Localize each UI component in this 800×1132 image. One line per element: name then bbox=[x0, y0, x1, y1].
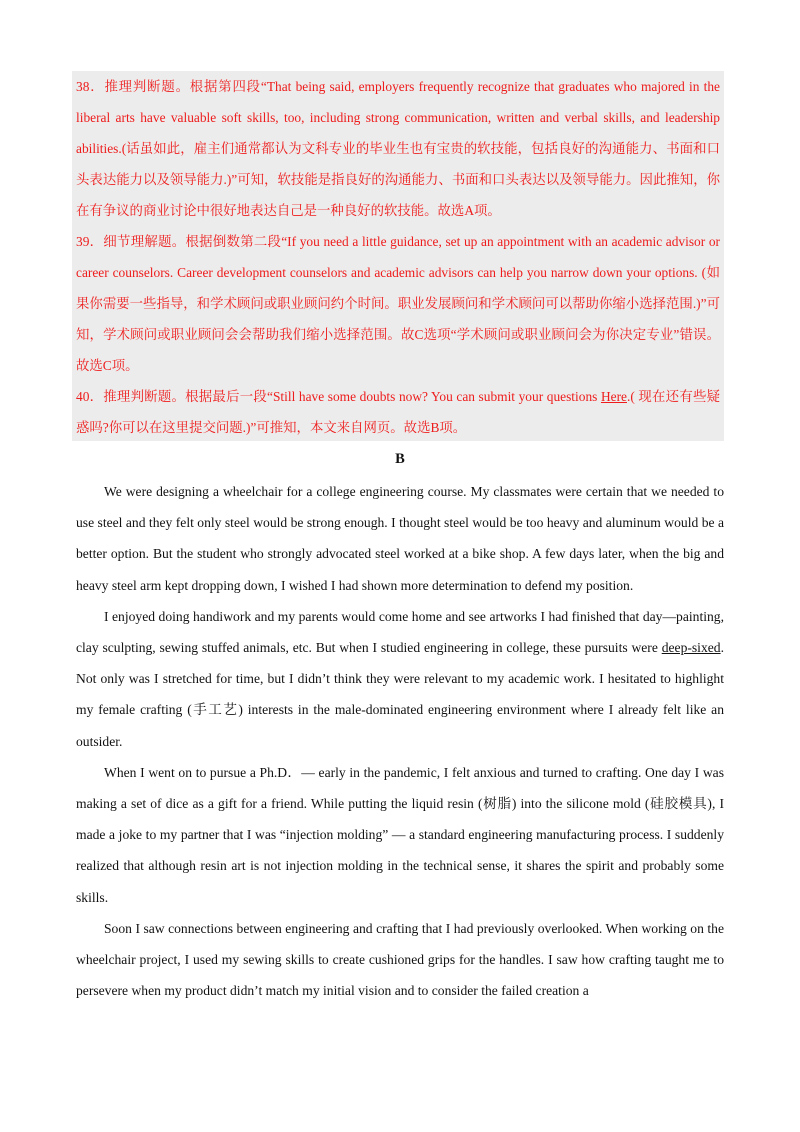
answer-40-text-before: 40．推理判断题。根据最后一段“Still have some doubts now? You can submit your questions bbox=[76, 389, 601, 404]
paragraph-1: We were designing a wheelchair for a college engineering course. My classmates were certain that we needed to use steel and they felt only steel would be strong enough. I thought steel would be too heavy and aluminum would be a better option. But the student who strongly advocated steel worked at a bike shop. A few days later, when the big and heavy steel arm kept dropping down, I wished I had shown more determination to defend my position. bbox=[76, 484, 724, 593]
paragraph-2-text-after: . Not only was I stretched for time, but I didn’t think they were relevant to my academic work. I hesitated to highlight my female crafting (手工艺) interests in the male-dominated engineering environment where I already felt like an outsider. bbox=[76, 640, 724, 749]
here-link[interactable]: Here bbox=[600, 389, 627, 404]
reading-passage bbox=[76, 476, 724, 1006]
answer-explanations-box bbox=[72, 71, 724, 441]
answer-39: 39．细节理解题。根据倒数第二段“If you need a little guidance, set up an appointment with an academic advisor or career counselors. Career development counselors and academic advisors can help you narrow down your options. (如果你需要一些指导，和学术顾问或职业顾问约个时间。职业发展顾问和学术顾问可以帮助你缩小选择范围.)”可知，学术顾问或职业顾问会会帮助我们缩小选择范围。故C选项“学术顾问或职业顾问会为你决定专业”错误。故选C项。 bbox=[76, 234, 720, 373]
paragraph-4: Soon I saw connections between engineering and crafting that I had previously overlooked. When working on the wheelchair project, I used my sewing skills to create cushioned grips for the handles. I saw how crafting taught me to persevere when my product didn’t match my initial vision and to consider the failed creation a bbox=[76, 920, 724, 999]
answer-40-text-after: .( 现在还有些疑惑吗?你可以在这里提交问题.)”可推知，本文来自网页。故选B项。 bbox=[76, 389, 721, 435]
answer-40 bbox=[76, 381, 720, 443]
section-title: B bbox=[395, 451, 405, 467]
paragraph-2 bbox=[76, 601, 724, 757]
underlined-term: deep-sixed bbox=[661, 640, 721, 656]
answer-38: 38．推理判断题。根据第四段“That being said, employers frequently recognize that graduates who majored in the liberal arts have valuable soft skills, too, including strong communication, written and verbal skills, and leadership abilities.(话虽如此，雇主们通常都认为文科专业的毕业生也有宝贵的软技能，包括良好的沟通能力、书面和口头表达能力以及领导能力.)”可知，软技能是指良好的沟通能力、书面和口头表达以及领导能力。因此推知，你在有争议的商业讨论中很好地表达自己是一种良好的软技能。故选A项。 bbox=[76, 79, 720, 218]
paragraph-2-text-before: I enjoyed doing handiwork and my parents would come home and see artworks I had finished that day—painting, clay sculpting, sewing stuffed animals, etc. But when I studied engineering in college, these pursuits were bbox=[76, 608, 724, 656]
paragraph-3: When I went on to pursue a Ph.D．— early in the pandemic, I felt anxious and turned to crafting. One day I was making a set of dice as a gift for a friend. While putting the liquid resin (树脂) into the silicone mold (硅胶模具), I made a joke to my partner that I was “injection molding” — a standard engineering manufacturing process. I suddenly realized that although resin art is not injection molding in the technical sense, it shares the spirit and probably some skills. bbox=[76, 764, 724, 905]
